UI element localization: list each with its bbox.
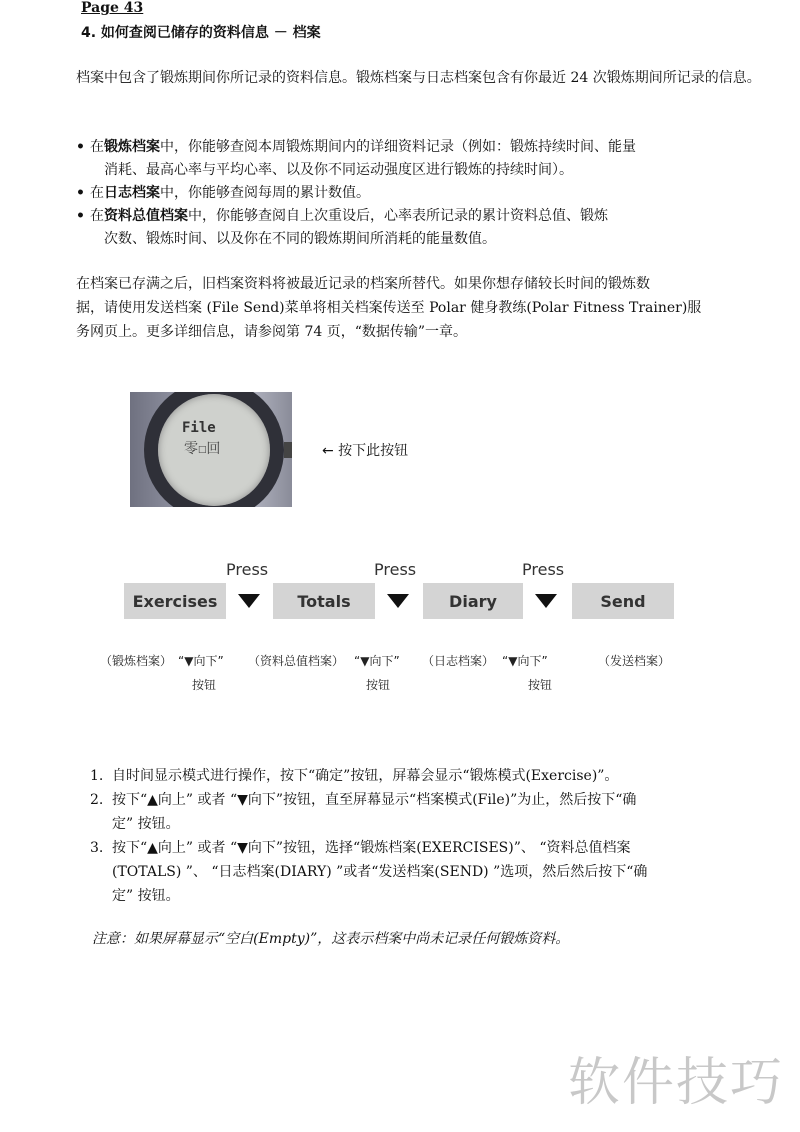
storage-paragraph xyxy=(76,272,768,344)
bullet-text: 中，你能够查阅本周锻炼期间内的详细资料记录（例如：锻炼持续时间、能量 xyxy=(160,139,636,155)
down-arrow-icon xyxy=(535,594,557,608)
press-label: Press xyxy=(374,560,417,579)
bullet-text: 中，你能够查阅每周的累计数值。 xyxy=(160,185,370,201)
bullet-text: 中，你能够查阅自上次重设后，心率表所记录的累计资料总值、锻炼 xyxy=(188,208,608,224)
paragraph-line: 据，请使用发送档案 (File Send)菜单将相关档案传送至 Polar 健身教练(Polar Fitness Trainer)服 xyxy=(76,300,702,316)
exercises-box: Exercises xyxy=(124,583,226,619)
watermark: 软件技巧 xyxy=(568,1053,785,1113)
press-button-pointer: ← 按下此按钮 xyxy=(322,443,409,459)
bullet-bold-term: 锻炼档案 xyxy=(104,139,160,155)
caption-down: “▼向下” xyxy=(502,654,548,668)
steps-list xyxy=(90,764,762,908)
section-heading: 4. 如何查阅已储存的资料信息 － 档案 xyxy=(81,25,321,41)
step-number: 1. xyxy=(90,768,104,784)
step-text: 按下“▲向上” 或者 “▼向下”按钮，直至屏幕显示“档案模式(File)”为止，然后按下“确 xyxy=(112,792,637,808)
bullet-prefix: 在 xyxy=(90,208,104,224)
down-arrow-icon xyxy=(387,594,409,608)
caption-button: 按钮 xyxy=(366,678,391,692)
bullet-bold-term: 日志档案 xyxy=(104,185,160,201)
down-arrow-icon xyxy=(238,594,260,608)
caption-send: （发送档案） xyxy=(598,654,671,668)
watch-photo xyxy=(130,392,292,507)
bullet-continuation: 消耗、最高心率与平均心率、以及你不同运动强度区进行锻炼的持续时间）。 xyxy=(104,162,573,178)
page-number: Page 43 xyxy=(81,0,144,16)
press-label: Press xyxy=(226,560,269,579)
watch-side-button xyxy=(284,442,292,458)
diary-box: Diary xyxy=(423,583,523,619)
paragraph-line: 在档案已存满之后，旧档案资料将被最近记录的档案所替代。如果你想存储较长时间的锻炼数 xyxy=(76,276,650,292)
bullet-dot-icon: • xyxy=(76,208,85,224)
send-box: Send xyxy=(572,583,674,619)
caption-diary: （日志档案） xyxy=(422,654,495,668)
bullet-dot-icon: • xyxy=(76,139,85,155)
press-label: Press xyxy=(522,560,565,579)
caption-button: 按钮 xyxy=(528,678,553,692)
caption-down: “▼向下” xyxy=(178,654,224,668)
caption-exercises: （锻炼档案） xyxy=(100,654,173,668)
intro-paragraph: 档案中包含了锻炼期间你所记录的资料信息。锻炼档案与日志档案包含有你最近 24 次锻炼期间所记录的信息。 xyxy=(76,70,761,86)
step-text: 定” 按钮。 xyxy=(112,816,180,832)
paragraph-line: 务网页上。更多详细信息，请参阅第 74 页，“数据传输”一章。 xyxy=(76,324,468,340)
step-item xyxy=(90,764,762,788)
step-text: (TOTALS) ”、 “日志档案(DIARY) ”或者“发送档案(SEND) ”选项，然后然后按下“确 xyxy=(112,864,648,880)
watch-display-icon: 零☐回 xyxy=(184,441,221,457)
step-text: 定” 按钮。 xyxy=(112,888,180,904)
step-number: 2. xyxy=(90,792,104,808)
step-item xyxy=(90,836,762,908)
step-text: 自时间显示模式进行操作，按下“确定”按钮，屏幕会显示“锻炼模式(Exercise)”。 xyxy=(112,768,619,784)
bullet-dot-icon: • xyxy=(76,185,85,201)
note-text: 注意：如果屏幕显示“空白(Empty)”，这表示档案中尚未记录任何锻炼资料。 xyxy=(92,931,570,947)
watch-display-text: File xyxy=(182,420,216,436)
bullet-list xyxy=(76,136,736,251)
bullet-continuation: 次数、锻炼时间、以及你在不同的锻炼期间所消耗的能量数值。 xyxy=(104,231,496,247)
caption-totals: （资料总值档案） xyxy=(248,654,345,668)
bullet-item xyxy=(76,182,736,205)
totals-box: Totals xyxy=(273,583,375,619)
bullet-item xyxy=(76,205,736,251)
bullet-bold-term: 资料总值档案 xyxy=(104,208,188,224)
bullet-item xyxy=(76,136,736,182)
step-text: 按下“▲向上” 或者 “▼向下”按钮，选择“锻炼档案(EXERCISES)”、 “资料总值档案 xyxy=(112,840,631,856)
bullet-prefix: 在 xyxy=(90,139,104,155)
caption-down: “▼向下” xyxy=(354,654,400,668)
step-number: 3. xyxy=(90,840,104,856)
bullet-prefix: 在 xyxy=(90,185,104,201)
caption-button: 按钮 xyxy=(192,678,217,692)
step-item xyxy=(90,788,762,836)
